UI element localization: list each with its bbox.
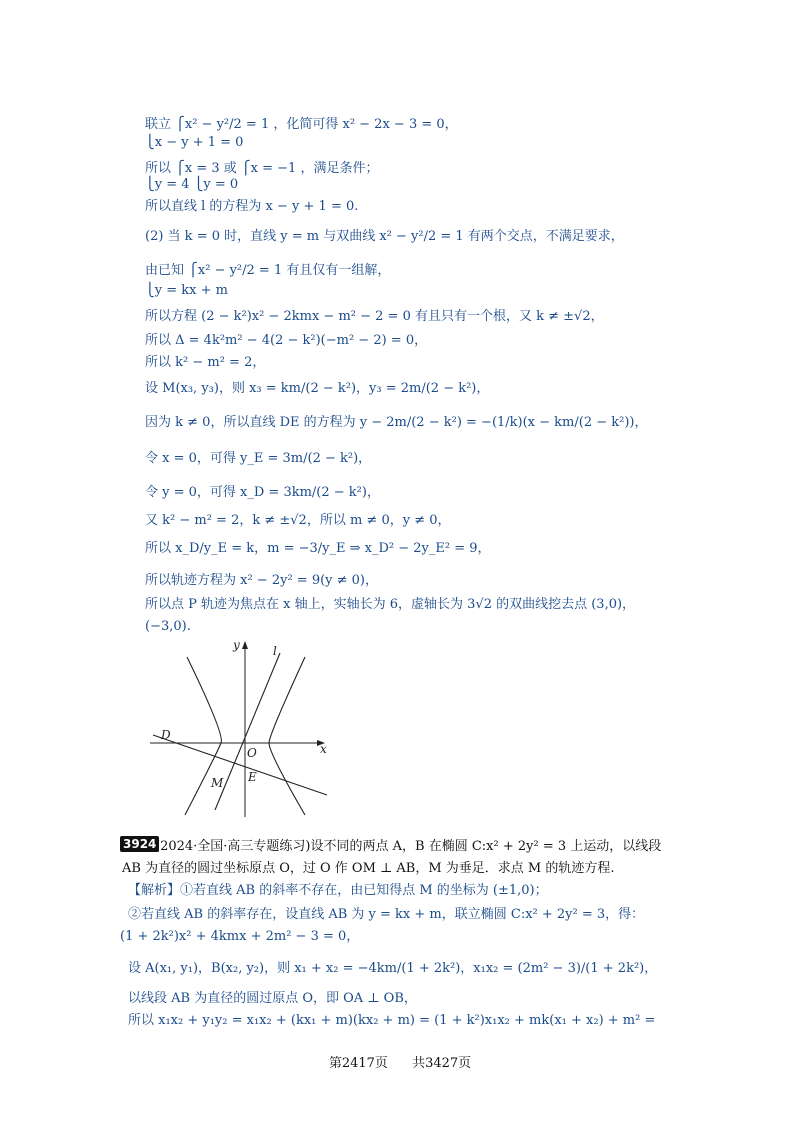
text-line: 令 x = 0，可得 y_E = 3m/(2 − k²)， bbox=[145, 451, 372, 466]
problem-statement-line: AB 为直径的圆过坐标原点 O，过 O 作 OM ⊥ AB，M 为垂足．求点 M 的轨迹方程. bbox=[122, 861, 615, 876]
text-line: 所以 x_D/y_E = k，m = −3/y_E ⇒ x_D² − 2y_E² = 9， bbox=[145, 541, 491, 556]
text-line: ⎩x − y + 1 = 0 bbox=[145, 135, 244, 150]
text-line: 设 M(x₃, y₃)，则 x₃ = km/(2 − k²)，y₃ = 2m/(2 − k²)， bbox=[145, 381, 490, 396]
label-m: M bbox=[211, 776, 224, 790]
line-de bbox=[153, 735, 327, 795]
solution-line: 设 A(x₁, y₁)，B(x₂, y₂)，则 x₁ + x₂ = −4km/(1 + 2k²)，x₁x₂ = (2m² − 3)/(1 + 2k²)， bbox=[128, 961, 658, 976]
page-footer bbox=[0, 1052, 800, 1071]
text-line: 所以 Δ = 4k²m² − 4(2 − k²)(−m² − 2) = 0， bbox=[145, 333, 428, 348]
label-x: x bbox=[320, 742, 327, 756]
label-d: D bbox=[161, 728, 171, 742]
solution-line: (1 + 2k²)x² + 4kmx + 2m² − 3 = 0， bbox=[120, 929, 360, 944]
hyperbola-left-branch bbox=[185, 657, 221, 815]
text-line: 所以直线 l 的方程为 x − y + 1 = 0. bbox=[145, 199, 359, 214]
text-line: 所以轨迹方程为 x² − 2y² = 9(y ≠ 0)， bbox=[145, 573, 379, 588]
text-line: 令 y = 0，可得 x_D = 3km/(2 − k²)， bbox=[145, 485, 380, 500]
label-e: E bbox=[248, 770, 257, 784]
text-line: 因为 k ≠ 0，所以直线 DE 的方程为 y − 2m/(2 − k²) = −(1/k)(x − km/(2 − k²))， bbox=[145, 415, 648, 430]
text-line: 由已知 ⎧x² − y²/2 = 1 有且仅有一组解， bbox=[145, 263, 391, 278]
text-line: 所以点 P 轨迹为焦点在 x 轴上，实轴长为 6，虚轴长为 3√2 的双曲线挖去点 (3,0)， bbox=[145, 597, 636, 612]
line-l bbox=[215, 653, 280, 810]
text-line: 所以 ⎧x = 3 或 ⎧x = −1 ，满足条件； bbox=[145, 161, 379, 176]
page-number: 第2417页 bbox=[328, 1056, 388, 1071]
solution-line: 以线段 AB 为直径的圆过原点 O，即 OA ⊥ OB， bbox=[128, 991, 417, 1006]
label-l: l bbox=[273, 644, 277, 658]
text-line: ⎩y = 4 ⎩y = 0 bbox=[145, 177, 239, 192]
label-o: O bbox=[247, 746, 257, 760]
text-line: (2) 当 k = 0 时，直线 y = m 与双曲线 x² − y²/2 = 1 有两个交点，不满足要求， bbox=[145, 229, 624, 244]
y-axis-arrow bbox=[242, 641, 248, 649]
solution-line: ②若直线 AB 的斜率存在，设直线 AB 为 y = kx + m，联立椭圆 C:x² + 2y² = 3，得： bbox=[128, 907, 645, 922]
text-line: (−3,0). bbox=[145, 619, 191, 634]
problem-number-badge: 3924 bbox=[120, 836, 159, 852]
problem-statement-line: (2024·全国·高三专题练习)设不同的两点 A，B 在椭圆 C:x² + 2y² = 3 上运动，以线段 bbox=[155, 839, 662, 854]
text-line: ⎩y = kx + m bbox=[145, 283, 228, 298]
text-line: 又 k² − m² = 2，k ≠ ±√2，所以 m ≠ 0，y ≠ 0， bbox=[145, 513, 451, 528]
text-line: 联立 ⎧x² − y²/2 = 1 ，化简可得 x² − 2x − 3 = 0， bbox=[145, 117, 458, 132]
text-line: 所以方程 (2 − k²)x² − 2kmx − m² − 2 = 0 有且只有一个根，又 k ≠ ±√2， bbox=[145, 309, 604, 324]
total-pages: 共3427页 bbox=[412, 1056, 472, 1071]
hyperbola-figure bbox=[145, 635, 345, 825]
solution-line: 所以 x₁x₂ + y₁y₂ = x₁x₂ + (kx₁ + m)(kx₂ + m) = (1 + k²)x₁x₂ + mk(x₁ + x₂) + m² = bbox=[128, 1013, 656, 1028]
label-y: y bbox=[233, 638, 240, 652]
hyperbola-right-branch bbox=[269, 657, 305, 815]
text-line: 所以 k² − m² = 2， bbox=[145, 355, 266, 370]
solution-line: 【解析】①若直线 AB 的斜率不存在，由已知得点 M 的坐标为 (±1,0)； bbox=[128, 883, 548, 898]
